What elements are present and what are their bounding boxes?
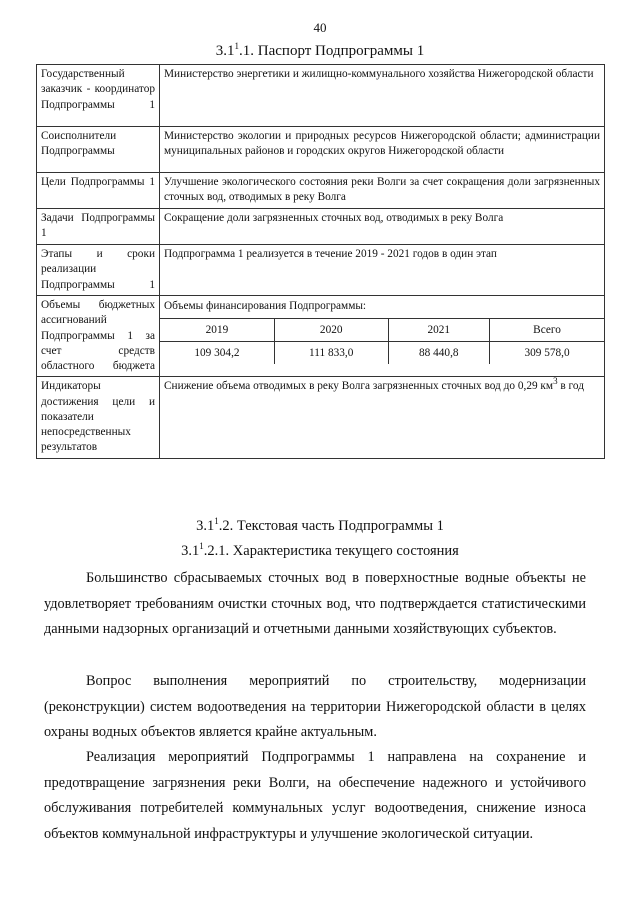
- funding-total-header: Всего: [490, 319, 604, 342]
- funding-year-2021: 2021: [388, 319, 490, 342]
- funding-value-2020: 111 833,0: [274, 342, 388, 365]
- row-value: Подпрограмма 1 реализуется в течение 2019 - 2021 годов в один этап: [160, 245, 605, 296]
- subsection-title-prefix: 3.1: [181, 543, 200, 559]
- row-value: Министерство энергетики и жилищно-коммунального хозяйства Нижегородской области: [160, 65, 605, 127]
- passport-title-sup: 1: [234, 41, 240, 51]
- indicator-text-suffix: в год: [557, 380, 584, 393]
- row-label: Этапы и сроки реализации Подпрограммы 1: [37, 245, 160, 296]
- passport-table: [36, 64, 605, 459]
- passport-row-goals: [37, 173, 605, 209]
- row-value: [160, 377, 605, 458]
- passport-title-rest: .1. Паспорт Подпрограммы 1: [239, 43, 425, 59]
- funding-cell: [160, 296, 605, 377]
- body-paragraph: Вопрос выполнения мероприятий по строительству, модернизации (реконструкции) систем водоотведения на территории Нижегородской области в целях охраны водных объектов является крайне актуальным.: [44, 673, 586, 740]
- passport-row-customer: [37, 65, 605, 127]
- funding-year-2019: 2019: [160, 319, 274, 342]
- passport-title: [0, 43, 640, 60]
- funding-value-total: 309 578,0: [490, 342, 604, 365]
- section-title-sup: 1: [214, 516, 219, 527]
- row-label: Задачи Подпрограммы 1: [37, 209, 160, 245]
- funding-caption: Объемы финансирования Подпрограммы:: [164, 300, 367, 312]
- section-title: [0, 518, 640, 535]
- body-paragraph: Большинство сбрасываемых сточных вод в поверхностные водные объекты не удовлетворяет требованиям очистки сточных вод, что подтверждается статистическими данными надзорных организаций и отчетными данными хозяйствующих субъектов.: [44, 570, 586, 637]
- row-label: Объемы бюджетных ассигнований Подпрограммы 1 за счет средств областного бюджета: [37, 296, 160, 377]
- passport-row-stages: [37, 245, 605, 296]
- passport-row-indicators: [37, 377, 605, 458]
- funding-header-row: [160, 319, 604, 342]
- row-value: Улучшение экологического состояния реки Волги за счет сокращения доли загрязненных сточных вод, отводимых в реку Волга: [160, 173, 605, 209]
- row-value: Сокращение доли загрязненных сточных вод, отводимых в реку Волга: [160, 209, 605, 245]
- subsection-title: [0, 543, 640, 560]
- indicator-unit-sup: 3: [553, 376, 558, 387]
- body-paragraph: Реализация мероприятий Подпрограммы 1 направлена на сохранение и предотвращение загрязнения реки Волги, на обеспечение надежного и устойчивого обслуживания потребителей коммунальных услуг водоотведения, снижение износа объектов коммунальной инфраструктуры и улучшение экологической ситуации.: [44, 749, 586, 842]
- funding-year-2020: 2020: [274, 319, 388, 342]
- indicator-text: Снижение объема отводимых в реку Волга загрязненных сточных вод до 0,29 км: [164, 380, 554, 393]
- subsection-title-sup: 1: [199, 541, 204, 552]
- row-label: Индикаторы достижения цели и показатели непосредственных результатов: [37, 377, 160, 458]
- row-label: Соисполнители Подпрограммы: [37, 127, 160, 173]
- subsection-title-rest: .2.1. Характеристика текущего состояния: [203, 543, 459, 559]
- page-number: 40: [313, 20, 327, 35]
- funding-table: [160, 318, 604, 364]
- row-label: Цели Подпрограммы 1: [37, 173, 160, 209]
- funding-values-row: [160, 342, 604, 365]
- passport-row-funding: [37, 296, 605, 377]
- funding-value-2019: 109 304,2: [160, 342, 274, 365]
- passport-row-coexecutors: [37, 127, 605, 173]
- row-value: Министерство экологии и природных ресурсов Нижегородской области; администрации муниципальных районов и городских округов Нижегородской области: [160, 127, 605, 173]
- section-title-rest: .2. Текстовая часть Подпрограммы 1: [218, 518, 444, 534]
- section-title-prefix: 3.1: [196, 518, 215, 534]
- funding-value-2021: 88 440,8: [388, 342, 490, 365]
- passport-row-tasks: [37, 209, 605, 245]
- passport-title-prefix: 3.1: [215, 43, 235, 59]
- row-label: Государственный заказчик - координатор Подпрограммы 1: [37, 65, 160, 127]
